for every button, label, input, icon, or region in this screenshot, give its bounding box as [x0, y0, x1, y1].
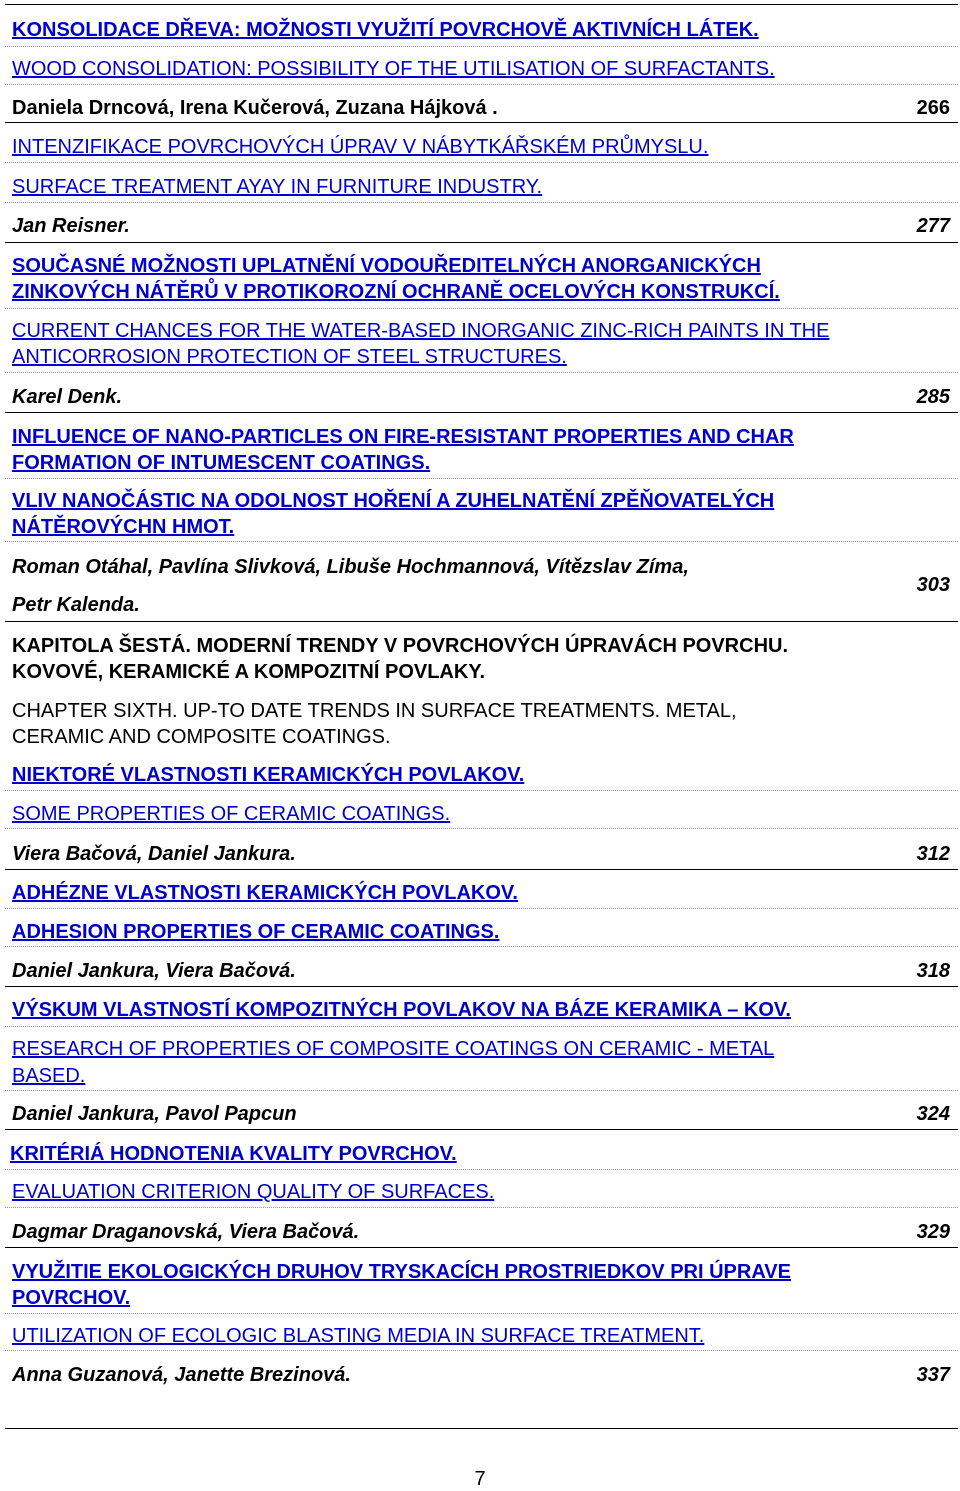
entry-title-en[interactable]: ADHESION PROPERTIES OF CERAMIC COATINGS.: [12, 921, 500, 943]
entry-title-sk[interactable]: ADHÉZNE VLASTNOSTI KERAMICKÝCH POVLAKOV.: [12, 882, 518, 904]
entry-authors: [12, 1219, 950, 1245]
entry-title-sk[interactable]: NIEKTORÉ VLASTNOSTI KERAMICKÝCH POVLAKOV.: [12, 764, 525, 786]
entry-title-cz[interactable]: INTENZIFIKACE POVRCHOVÝCH ÚPRAV V NÁBYTKÁŘSKÉM PRŮMYSLU.: [12, 136, 709, 158]
page-number: 324: [916, 1103, 950, 1125]
entry-authors: [12, 841, 950, 867]
chapter-title-en-line2: CERAMIC AND COMPOSITE COATINGS.: [12, 726, 391, 748]
entry-title-en[interactable]: EVALUATION CRITERION QUALITY OF SURFACES.: [12, 1181, 495, 1203]
entry-authors: [12, 213, 950, 239]
divider: [5, 122, 958, 123]
entry-title-cz-line2[interactable]: NÁTĚROVÝCHN HMOT.: [12, 516, 235, 538]
entry-title-cz-line2[interactable]: ZINKOVÝCH NÁTĚRŮ V PROTIKOROZNÍ OCHRANĚ OCELOVÝCH KONSTRUKCÍ.: [12, 281, 780, 303]
entry-title-en-line1[interactable]: CURRENT CHANCES FOR THE WATER-BASED INORGANIC ZINC-RICH PAINTS IN THE: [12, 320, 830, 342]
entry-authors: [12, 1101, 950, 1127]
authors-text: Daniel Jankura, Pavol Papcun: [12, 1103, 297, 1125]
divider: [5, 1129, 958, 1130]
authors-text: Dagmar Draganovská, Viera Bačová.: [12, 1221, 360, 1243]
page-number: 277: [916, 215, 950, 237]
entry-authors-line2: Petr Kalenda.: [12, 594, 140, 616]
entry-authors: [12, 384, 950, 410]
chapter-title-cz-line1: KAPITOLA ŠESTÁ. MODERNÍ TRENDY V POVRCHOVÝCH ÚPRAVÁCH POVRCHU.: [12, 635, 789, 657]
entry-title-en-line1[interactable]: INFLUENCE OF NANO-PARTICLES ON FIRE-RESISTANT PROPERTIES AND CHAR: [12, 426, 794, 448]
authors-text: Jan Reisner.: [12, 215, 130, 237]
authors-text: Karel Denk.: [12, 386, 123, 408]
divider: [5, 1428, 958, 1429]
divider: [5, 46, 958, 47]
page-number: 303: [916, 574, 950, 596]
divider: [5, 1207, 958, 1208]
divider: [5, 1313, 958, 1314]
entry-title-en[interactable]: SOME PROPERTIES OF CERAMIC COATINGS.: [12, 803, 451, 825]
divider: [5, 790, 958, 791]
divider: [5, 908, 958, 909]
chapter-title-en-line1: CHAPTER SIXTH. UP-TO DATE TRENDS IN SURFACE TREATMENTS. METAL,: [12, 700, 737, 722]
page-number: 337: [916, 1364, 950, 1386]
entry-title-cz-line1[interactable]: SOUČASNÉ MOŽNOSTI UPLATNĚNÍ VODOUŘEDITELNÝCH ANORGANICKÝCH: [12, 255, 761, 277]
entry-title-en[interactable]: SURFACE TREATMENT AYAY IN FURNITURE INDUSTRY.: [12, 176, 543, 198]
entry-title-en-line1[interactable]: RESEARCH OF PROPERTIES OF COMPOSITE COATINGS ON CERAMIC - METAL: [12, 1038, 775, 1060]
entry-title-en-line2[interactable]: FORMATION OF INTUMESCENT COATINGS.: [12, 452, 431, 474]
divider: [5, 478, 958, 479]
divider: [5, 1090, 958, 1091]
entry-authors-line1: Roman Otáhal, Pavlína Slivková, Libuše Hochmannová, Vítězslav Zíma,: [12, 556, 689, 578]
entry-title-sk-line2[interactable]: POVRCHOV.: [12, 1287, 131, 1309]
divider: [5, 412, 958, 413]
divider: [5, 4, 958, 5]
divider: [5, 541, 958, 542]
divider: [5, 1350, 958, 1351]
entry-title-en[interactable]: UTILIZATION OF ECOLOGIC BLASTING MEDIA IN SURFACE TREATMENT.: [12, 1325, 705, 1347]
entry-title-sk-line1[interactable]: VYUŽITIE EKOLOGICKÝCH DRUHOV TRYSKACÍCH PROSTRIEDKOV PRI ÚPRAVE: [12, 1261, 791, 1283]
page-number: 329: [916, 1221, 950, 1243]
divider: [5, 308, 958, 309]
entry-title-en-line2[interactable]: BASED.: [12, 1065, 86, 1087]
divider: [5, 1169, 958, 1170]
chapter-title-cz-line2: KOVOVÉ, KERAMICKÉ A KOMPOZITNÍ POVLAKY.: [12, 661, 485, 683]
entry-title-sk[interactable]: VÝSKUM VLASTNOSTÍ KOMPOZITNÝCH POVLAKOV NA BÁZE KERAMIKA – KOV.: [12, 999, 791, 1021]
authors-text: Daniela Drncová, Irena Kučerová, Zuzana Hájková .: [12, 97, 498, 119]
divider: [5, 621, 958, 622]
entry-title-en-line2[interactable]: ANTICORROSION PROTECTION OF STEEL STRUCTURES.: [12, 346, 567, 368]
divider: [5, 869, 958, 870]
authors-text: Anna Guzanová, Janette Brezinová.: [12, 1364, 351, 1386]
divider: [5, 242, 958, 243]
divider: [5, 162, 958, 163]
divider: [5, 372, 958, 373]
entry-title-cz[interactable]: KONSOLIDACE DŘEVA: MOŽNOSTI VYUŽITÍ POVRCHOVĚ AKTIVNÍCH LÁTEK.: [12, 19, 759, 41]
divider: [5, 1026, 958, 1027]
entry-authors: [12, 1362, 950, 1388]
page-number: 318: [916, 960, 950, 982]
divider: [5, 946, 958, 947]
entry-title-cz-line1[interactable]: VLIV NANOČÁSTIC NA ODOLNOST HOŘENÍ A ZUHELNATĚNÍ ZPĚŇOVATELÝCH: [12, 490, 775, 512]
footer-page-number: 7: [474, 1468, 486, 1490]
divider: [5, 202, 958, 203]
authors-text: Daniel Jankura, Viera Bačová.: [12, 960, 296, 982]
authors-text: Viera Bačová, Daniel Jankura.: [12, 843, 296, 865]
entry-authors: [12, 95, 950, 121]
entry-authors: [12, 958, 950, 984]
divider: [5, 1247, 958, 1248]
entry-title-en[interactable]: WOOD CONSOLIDATION: POSSIBILITY OF THE UTILISATION OF SURFACTANTS.: [12, 58, 775, 80]
entry-title-sk[interactable]: KRITÉRIÁ HODNOTENIA KVALITY POVRCHOV.: [10, 1143, 457, 1165]
page-number: 266: [916, 97, 950, 119]
page-number: 312: [916, 843, 950, 865]
divider: [5, 828, 958, 829]
page-number: 285: [916, 386, 950, 408]
divider: [5, 84, 958, 85]
divider: [5, 986, 958, 987]
